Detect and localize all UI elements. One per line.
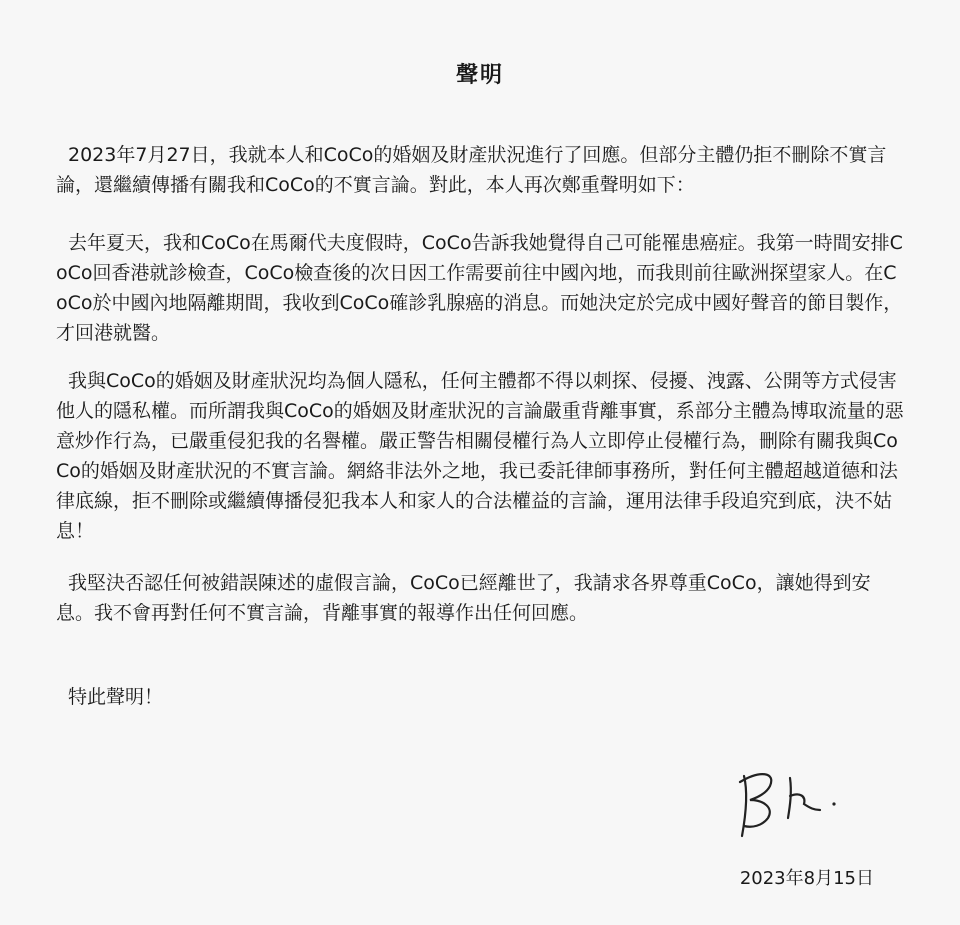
paragraph-intro: 2023年7月27日，我就本人和CoCo的婚姻及財產狀況進行了回應。但部分主體仍拒不刪除不實言論，還繼續傳播有關我和CoCo的不實言論。對此，本人再次鄭重聲明如下： — [56, 144, 887, 196]
closing-statement: 特此聲明！ — [68, 686, 164, 708]
document-title: 聲明 — [455, 63, 504, 88]
paragraph-privacy: 我與CoCo的婚姻及財產狀況均為個人隱私，任何主體都不得以刺探、侵擾、洩露、公開等方式侵害他人的隱私權。而所謂我與CoCo的婚姻及財產狀況的言論嚴重背離事實，系部分主體為博取流量的惡意炒作行為，已嚴重侵犯我的名譽權。嚴正警告相關侵權行為人立即停止侵權行為，刪除有關我與CoCo的婚姻及財產狀況的不實言論。網絡非法外之地，我已委託律師事務所，對任何主體超越道德和法律底線，拒不刪除或繼續傳播侵犯我本人和家人的合法權益的言論，運用法律手段追究到底，決不姑息！ — [56, 370, 904, 542]
paragraph-denial: 我堅決否認任何被錯誤陳述的虛假言論，CoCo已經離世了，我請求各界尊重CoCo，讓她得到安息。我不會再對任何不實言論，背離事實的報導作出任何回應。 — [56, 572, 871, 624]
statement-date: 2023年8月15日 — [739, 868, 874, 889]
handwritten-signature — [730, 762, 850, 842]
paragraph-background: 去年夏天，我和CoCo在馬爾代夫度假時，CoCo告訴我她覺得自己可能罹患癌症。我第一時間安排CoCo回香港就診檢查，CoCo檢查後的次日因工作需要前往中國內地，而我則前往歐洲探望家人。在CoCo於中國內地隔離期間，我收到CoCo確診乳腺癌的消息。而她決定於完成中國好聲音的節目製作，才回港就醫。 — [56, 232, 903, 344]
